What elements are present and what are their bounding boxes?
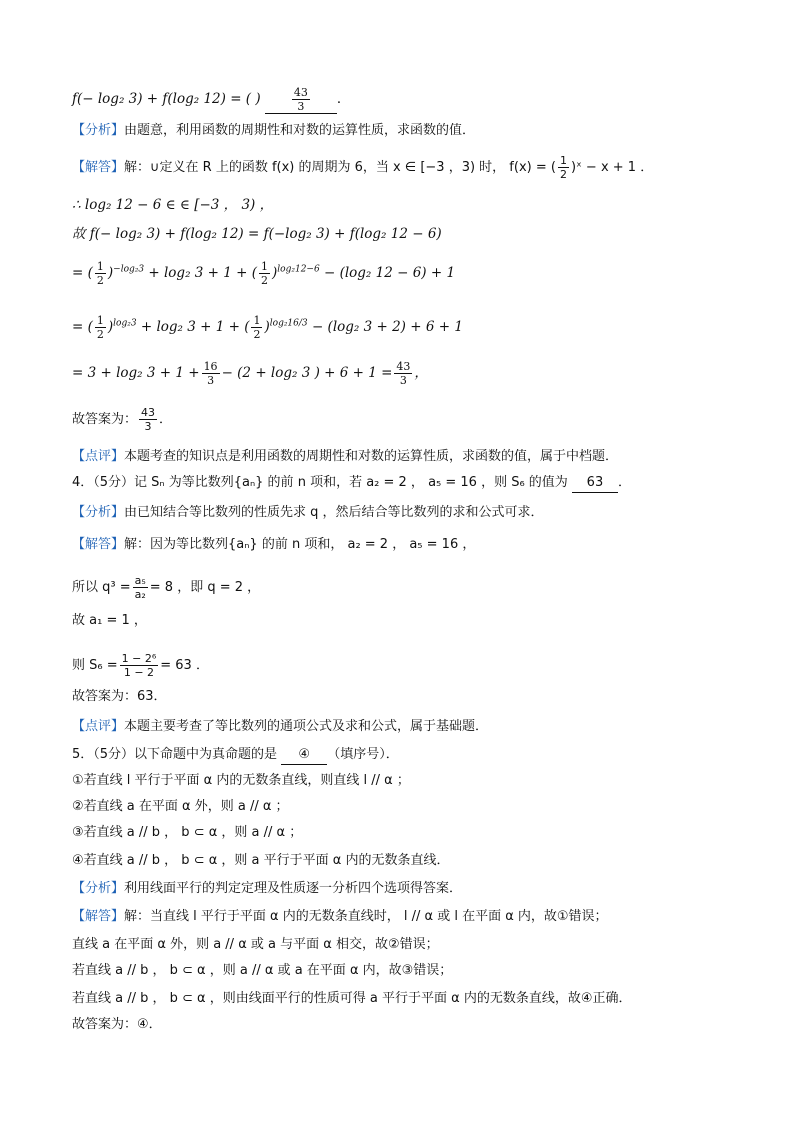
problem-3-equation: f(− log₂ 3) + f(log₂ 12) = ( ) $\frac{43}{3}$ ． [72,86,351,113]
step-line: = 3 + log₂ 3 + 1 + $\frac{16}{3}$ − (2 + log₂ 3 ) + 6 + 1 = $\frac{43}{3}$ ， [72,360,428,387]
analysis-line: 【分析】利用线面平行的判定定理及性质逐一分析四个选项得答案． [72,881,463,896]
step-line: 直线 a 在平面 α 外，则 a // α 或 a 与平面 α 相交，故②错误； [72,937,439,952]
answer-fraction: $\frac{43}{3}$ [293,86,308,113]
solution-line: 【解答】解：当直线 l 平行于平面 α 内的无数条直线时， l // α 或 l 在平面 α 内，故①错误； [72,909,608,924]
solution-line: 【解答】解：因为等比数列{aₙ} 的前 n 项和， a₂ = 2 ， a₅ = 16 ， [72,537,476,552]
problem-4-statement: 4．（5分）记 Sₙ 为等比数列{aₙ} 的前 n 项和，若 a₂ = 2 ， a₅ = 16 ，则 S₆ 的值为 63 ． [72,474,752,493]
comment-tag: 【点评】 [72,449,125,464]
problem-5-statement: 5．（5分）以下命题中为真命题的是 ④ （填序号）． [72,746,752,765]
solution-line: 【解答】解：∪定义在 R 上的函数 f(x) 的周期为 6，当 x ∈ [−3 ，3) 时， f(x) = ( $\frac{1}{2}$ )ˣ − x + 1 ． [72,154,654,181]
solution-tag: 【解答】 [72,909,125,924]
analysis-line: 【分析】由已知结合等比数列的性质先求 q ，然后结合等比数列的求和公式可求． [72,505,544,520]
answer-line: 故答案为：63． [72,689,167,704]
answer-blank: ④ [281,746,327,765]
answer-blank: 63 [572,474,618,493]
step-line: ∴ log₂ 12 − 6 ∈ ∈ [−3 ， 3) ， [72,197,274,213]
step-line: 则 S₆ = $\frac{\text{1 − 2⁶}}{1 - 2}$ = 63 ． [72,652,209,679]
comment-tag: 【点评】 [72,719,125,734]
step-line: 故 a₁ = 1 ， [72,613,147,628]
option-4: ④若直线 a // b ， b ⊂ α ，则 a 平行于平面 α 内的无数条直线． [72,853,450,868]
solution-tag: 【解答】 [72,537,125,552]
analysis-tag: 【分析】 [72,123,125,138]
option-3: ③若直线 a // b ， b ⊂ α ，则 a // α ； [72,825,303,840]
equation-text: f(− log₂ 3) + f(log₂ 12) = ( ) [72,91,261,107]
step-line: = ( $\frac{1}{2}$ )$^{log_23}$ + log₂ 3 + 1 + ( $\frac{1}{2}$ )$^{log_216/3}$ − (log₂ 3 + 2) + 6 + 1 [72,314,463,341]
step-line: 若直线 a // b ， b ⊂ α ，则由线面平行的性质可得 a 平行于平面 α 内的无数条直线，故④正确． [72,991,632,1006]
answer-blank [265,86,337,114]
analysis-tag: 【分析】 [72,881,125,896]
step-line: 所以 q³ = $\frac{\text{a₅}}{\text{a₂}}$ = 8 ，即 q = 2 ， [72,574,261,601]
comment-line: 【点评】本题考查的知识点是利用函数的周期性和对数的运算性质，求函数的值，属于中档题． [72,449,619,464]
solution-tag: 【解答】 [72,160,125,175]
answer-line: 故答案为： $\frac{43}{3}$ ． [72,406,173,433]
answer-line: 故答案为：④． [72,1017,162,1032]
analysis-tag: 【分析】 [72,505,125,520]
comment-line: 【点评】本题主要考查了等比数列的通项公式及求和公式，属于基础题． [72,719,489,734]
option-2: ②若直线 a 在平面 α 外，则 a // α ； [72,799,289,814]
analysis-line: 【分析】由题意，利用函数的周期性和对数的运算性质，求函数的值． [72,123,476,138]
option-1: ①若直线 l 平行于平面 α 内的无数条直线，则直线 l // α ； [72,773,410,788]
fraction-half: $\frac{1}{2}$ [559,154,567,181]
step-line: 若直线 a // b ， b ⊂ α ，则 a // α 或 a 在平面 α 内，故③错误； [72,963,453,978]
step-line: 故 f(− log₂ 3) + f(log₂ 12) = f(−log₂ 3) + f(log₂ 12 − 6) [72,226,442,242]
step-line: = ( $\frac{1}{2}$ )$^{-log_23}$ + log₂ 3 + 1 + ( $\frac{1}{2}$ )$^{log_212-6}$ − (log₂ 12 − 6) + 1 [72,260,456,287]
